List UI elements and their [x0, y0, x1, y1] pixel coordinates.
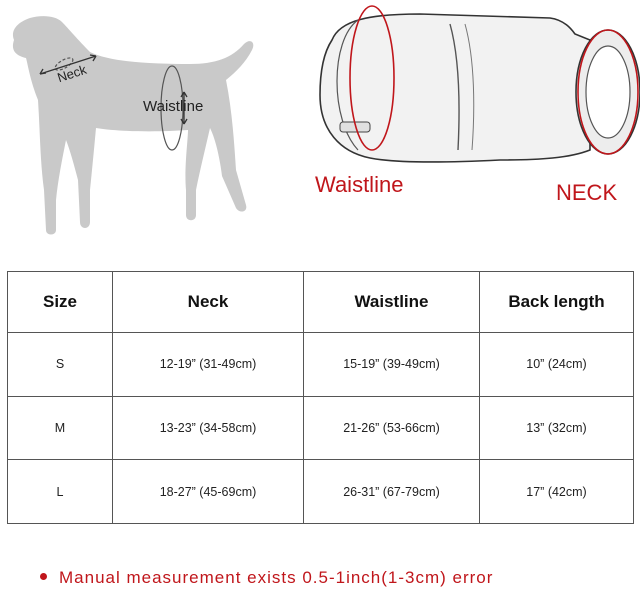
cell-size: L — [8, 460, 113, 524]
vest-waistline-label: Waistline — [315, 172, 404, 197]
dog-icon — [0, 0, 270, 240]
cell-size: M — [8, 396, 113, 460]
dog-waistline-label: Waistline — [143, 98, 204, 115]
cell-waistline: 26-31” (67-79cm) — [304, 460, 480, 524]
table-header-row — [8, 272, 634, 333]
size-chart-table — [7, 271, 634, 524]
cell-back-length: 10” (24cm) — [480, 333, 634, 397]
dog-silhouette-illustration — [0, 0, 270, 240]
header-size: Size — [8, 272, 113, 333]
cell-waistline: 15-19” (39-49cm) — [304, 333, 480, 397]
cell-back-length: 17” (42cm) — [480, 460, 634, 524]
table-row — [8, 333, 634, 397]
table-row — [8, 396, 634, 460]
measurement-note — [40, 568, 493, 588]
header-waistline: Waistline — [304, 272, 480, 333]
header-back-length: Back length — [480, 272, 634, 333]
table-row — [8, 460, 634, 524]
vest-neck-label: NECK — [556, 180, 618, 205]
cell-size: S — [8, 333, 113, 397]
bullet-dot-icon — [40, 573, 47, 580]
cell-back-length: 13” (32cm) — [480, 396, 634, 460]
cell-neck: 13-23” (34-58cm) — [113, 396, 304, 460]
cell-neck: 12-19” (31-49cm) — [113, 333, 304, 397]
dog-neck-label: Neck — [55, 61, 89, 86]
cell-neck: 18-27” (45-69cm) — [113, 460, 304, 524]
cell-waistline: 21-26” (53-66cm) — [304, 396, 480, 460]
measurement-note-text: Manual measurement exists 0.5-1inch(1-3cm) error — [59, 568, 494, 587]
header-neck: Neck — [113, 272, 304, 333]
